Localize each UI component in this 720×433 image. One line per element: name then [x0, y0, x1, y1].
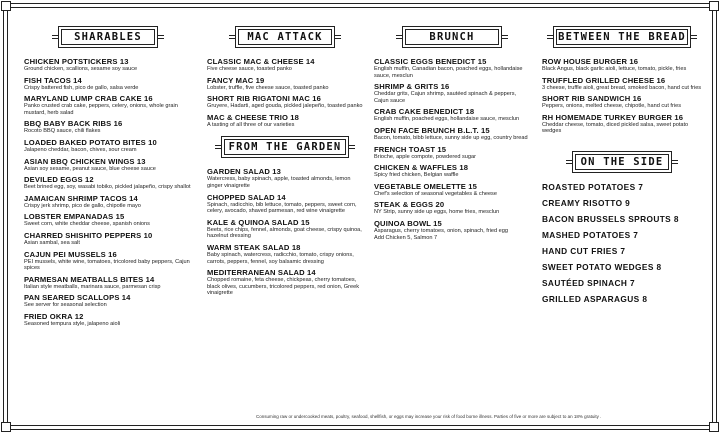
menu-item-name: SHRIMP & GRITS 16	[374, 82, 450, 92]
menu-item-description: Beets, rice chips, fennel, almonds, goat cheese, crispy quinoa, hazelnut dressing	[207, 226, 362, 240]
menu-item	[207, 218, 363, 240]
section-title: FROM THE GARDEN	[228, 141, 342, 154]
menu-item-description: Crispy battered fish, pico de gallo, salsa verde	[24, 84, 139, 91]
menu-item	[374, 163, 530, 179]
menu-item-name: GRILLED ASPARAGUS 8	[542, 293, 648, 304]
menu-item-description: Asparagus, cherry tomatoes, onion, spinach, fried egg	[374, 227, 509, 234]
menu-item	[207, 94, 363, 110]
menu-item-name: DEVILED EGGS 12	[24, 175, 94, 185]
section-title: MAC ATTACK	[247, 31, 323, 43]
menu-item-description: Asian soy sesame, peanut sauce, blue cheese sauce	[24, 165, 156, 172]
menu-item	[542, 278, 702, 289]
menu-item-name: CHICKEN POTSTICKERS 13	[24, 57, 129, 66]
menu-item-description: Five cheese sauce, toasted panko	[207, 66, 292, 72]
menu-item-name: FANCY MAC 19	[207, 75, 265, 85]
garden-header	[215, 134, 355, 160]
menu-item-description: NY Strip, sunny side up eggs, home fries, mesclun	[374, 209, 500, 216]
menu-item	[24, 212, 192, 228]
menu-item-description: Panko crusted crab cake, peppers, celery, onions, whole grain mustard, herb salad	[24, 103, 178, 116]
menu-item	[24, 275, 192, 291]
menu-item-name: RH HOMEMADE TURKEY BURGER 16	[542, 112, 684, 122]
menu-item	[542, 76, 702, 92]
menu-item-name: MEDITERRANEAN SALAD 14	[207, 268, 316, 278]
menu-item-name: FRENCH TOAST 15	[374, 144, 447, 154]
section-title: SHARABLES	[74, 31, 142, 43]
menu-item-name: STEAK & EGGS 20	[374, 200, 445, 210]
menu-item-description: Seasoned tempura style, jalapeno aioli	[24, 320, 121, 327]
menu-item	[24, 76, 192, 92]
menu-item-name: SAUTÉED SPINACH 7	[542, 277, 636, 288]
menu-item-name: ROW HOUSE BURGER 16	[542, 57, 639, 66]
corner-ornament	[1, 1, 11, 11]
menu-item	[207, 76, 363, 92]
menu-item	[207, 193, 363, 215]
menu-item-description: 3 cheese, truffle aioli, great bread, smoked bacon, hand cut fries	[542, 84, 702, 91]
menu-item-description: A tasting of all three of our varieties	[207, 121, 295, 128]
corner-ornament	[1, 422, 11, 432]
menu-item-name: CRAB CAKE BENEDICT 18	[374, 107, 475, 117]
menu-item	[542, 230, 702, 241]
menu-item-name: CLASSIC MAC & CHEESE 14	[207, 57, 315, 66]
menu-item-name: LOADED BAKED POTATO BITES 10	[24, 137, 157, 147]
menu-item-name: MARYLAND LUMP CRAB CAKE 16	[24, 94, 153, 104]
menu-item-name: ROASTED POTATOES 7	[542, 181, 644, 192]
menu-item	[374, 57, 530, 79]
menu-item	[374, 145, 530, 161]
menu-item	[24, 250, 192, 272]
menu-item-name: CHARRED SHISHITO PEPPERS 10	[24, 230, 153, 240]
section-title: BRUNCH	[429, 31, 475, 43]
between-the-bread-section	[542, 24, 702, 310]
menu-item	[24, 138, 192, 154]
section-title: BETWEEN THE BREAD	[558, 31, 686, 43]
menu-item-name: KALE & QUINOA SALAD 15	[207, 217, 310, 227]
menu-item-description: Chopped romaine, feta cheese, chickpeas, cherry tomatoes, black olives, cucumbers, tricolored peppers, red onion, Greek vinaigrette	[207, 277, 360, 297]
garden-list	[207, 167, 363, 297]
menu-item	[374, 219, 530, 241]
menu-item	[207, 268, 363, 297]
menu-item	[542, 294, 702, 305]
menu-item	[374, 107, 530, 123]
menu-item-name: PARMESAN MEATBALLS BITES 14	[24, 274, 155, 284]
menu-item	[24, 157, 192, 173]
menu-item-description: Ground chicken, scallions, sesame soy sauce	[24, 66, 138, 72]
menu-item	[24, 312, 192, 328]
menu-item	[374, 200, 530, 216]
menu-item	[374, 126, 530, 142]
menu-item	[24, 293, 192, 309]
menu-item-description: Rocoto BBQ sauce, chili flakes	[24, 128, 101, 135]
menu-item-description: Beet brined egg, soy, wasabi tobiko, pickled jalapeño, crispy shallot	[24, 184, 191, 191]
sharables-list	[24, 57, 192, 328]
menu-item-description: Cheddar grits, Cajun shrimp, sautéed spinach & peppers, Cajun sauce	[374, 91, 517, 104]
menu-item	[24, 119, 192, 135]
menu-item	[24, 57, 192, 73]
menu-item-name: CHOPPED SALAD 14	[207, 192, 286, 202]
menu-item-name: LOBSTER EMPANADAS 15	[24, 212, 125, 222]
menu-item-description: Asian sambal, sea salt	[24, 239, 80, 246]
menu-item	[542, 182, 702, 193]
menu-item-description: Sweet corn, white cheddar cheese, spanish onions	[24, 221, 150, 228]
menu-item-name: FRIED OKRA 12	[24, 311, 84, 321]
mac-attack-section	[207, 24, 363, 300]
menu-item-name: ASIAN BBQ CHICKEN WINGS 13	[24, 156, 146, 166]
menu-item	[207, 57, 363, 73]
menu-item-name: GARDEN SALAD 13	[207, 167, 281, 177]
mac-attack-list	[207, 57, 363, 128]
menu-item-name: CHICKEN & WAFFLES 18	[374, 163, 469, 173]
menu-item-description: Bacon, tomato, bibb lettuce, sunny side up egg, country bread	[374, 134, 528, 141]
menu-item-name: PAN SEARED SCALLOPS 14	[24, 293, 131, 303]
menu-item	[542, 94, 702, 110]
side-list	[542, 182, 702, 305]
menu-item-name: CLASSIC EGGS BENEDICT 15	[374, 57, 487, 66]
menu-item	[207, 113, 363, 129]
corner-ornament	[709, 422, 719, 432]
menu-item-name: QUINOA BOWL 15	[374, 218, 442, 228]
menu-item	[374, 182, 530, 198]
menu-item-name: JAMAICAN SHRIMP TACOS 14	[24, 193, 138, 203]
brunch-list	[374, 57, 530, 241]
menu-item-description: Gruyere, Hadarti, aged gouda, pickled jalepeño, toasted panko	[207, 103, 363, 110]
menu-item-name: CAJUN PEI MUSSELS 16	[24, 249, 117, 259]
menu-item-name: VEGETABLE OMELETTE 15	[374, 181, 478, 191]
brunch-header	[396, 24, 508, 50]
menu-item-name: CREAMY RISOTTO 9	[542, 197, 631, 208]
menu-item	[207, 167, 363, 189]
menu-item-name: SWEET POTATO WEDGES 8	[542, 261, 662, 272]
menu-item	[542, 198, 702, 209]
menu-item-name: SHORT RIB SANDWICH 16	[542, 94, 642, 104]
menu-item	[24, 194, 192, 210]
menu-item-description: Italian style meatballs, marinara sauce, parmesan crisp	[24, 283, 161, 290]
menu-item-name: HAND CUT FRIES 7	[542, 245, 626, 256]
mac-attack-header	[229, 24, 341, 50]
menu-item-description: Crispy jerk shrimp, pico de gallo, chipotle mayo	[24, 202, 141, 209]
menu-item-description: English muffin, Canadian bacon, poached eggs, hollandaise sauce, mesclun	[374, 66, 523, 79]
menu-item-description: Watercress, baby spinach, apple, toasted almonds, lemon ginger vinaigrette	[207, 176, 351, 189]
menu-item	[24, 175, 192, 191]
menu-item-description: Black Angus, black garlic aioli, lettuce, tomato, pickle, fries	[542, 66, 687, 72]
menu-item	[24, 231, 192, 247]
menu-item-description: Brioche, apple compote, powdered sugar	[374, 153, 476, 160]
menu-item-name: WARM STEAK SALAD 18	[207, 242, 301, 252]
sharables-header	[52, 24, 164, 50]
menu-item-name: TRUFFLED GRILLED CHEESE 16	[542, 75, 666, 85]
menu-item-description: Chef's selection of seasonal vegetables & cheese	[374, 190, 497, 197]
section-title: ON THE SIDE	[580, 155, 664, 168]
menu-item	[24, 94, 192, 116]
menu-item-addon: Add Chicken 5, Salmon 7	[374, 234, 438, 241]
menu-item	[542, 214, 702, 225]
menu-item-name: MAC & CHEESE TRIO 18	[207, 112, 300, 122]
menu-item-name: MASHED POTATOES 7	[542, 229, 639, 240]
menu-item-name: FISH TACOS 14	[24, 75, 82, 85]
bread-list	[542, 57, 702, 135]
menu-item-description: Spicy fried chicken, Belgian waffle	[374, 172, 459, 179]
menu-item-description: PEI mussels, white wine, tomatoes, tricolored baby peppers, Cajun spices	[24, 258, 190, 272]
footer-disclaimer: Consuming raw or undercooked meats, poultry, seafood, shellfish, or eggs may increase your risk of food borne illness. Parties of five or more are subject to an 18% gratuity .	[256, 414, 602, 419]
menu-item-description: Baby spinach, watercress, radicchio, tomato, crispy onions, carrots, peppers, fennel, soy balsamic dressing	[207, 251, 354, 265]
menu-item-name: BACON BRUSSELS SPROUTS 8	[542, 213, 679, 224]
menu-item-name: SHORT RIB RIGATONI MAC 16	[207, 94, 322, 104]
brunch-section	[374, 24, 530, 244]
menu-item-description: English muffin, poached eggs, hollandaise sauce, mesclun	[374, 116, 520, 123]
menu-item	[542, 57, 702, 73]
menu-item-description: Jalapeno cheddar, bacon, chives, sour cream	[24, 146, 137, 153]
menu-item	[542, 262, 702, 273]
menu-item-name: OPEN FACE BRUNCH B.L.T. 15	[374, 125, 490, 135]
bread-header	[547, 24, 697, 50]
corner-ornament	[709, 1, 719, 11]
menu-item-description: Spinach, radicchio, bib lettuce, tomato, peppers, sweet corn, celery, avocado, shaved parmesan, red wine vinaigrette	[207, 201, 357, 215]
menu-item-description: Cheddar cheese, tomato, diced pickled salsa, sweet potato wedges	[542, 121, 689, 135]
sharables-section	[24, 24, 192, 331]
menu-item	[374, 82, 530, 104]
menu-item-description: See server for seasonal selection	[24, 302, 107, 309]
menu-item-description: Peppers, onions, melted cheese, chipotle, hand cut fries	[542, 103, 681, 110]
menu-item	[207, 243, 363, 265]
menu-item	[542, 246, 702, 257]
menu-item-name: BBQ BABY BACK RIBS 16	[24, 119, 123, 129]
side-header	[566, 149, 678, 175]
menu-item-description: Lobster, truffle, five cheese sauce, toasted panko	[207, 84, 329, 91]
menu-item	[542, 113, 702, 135]
